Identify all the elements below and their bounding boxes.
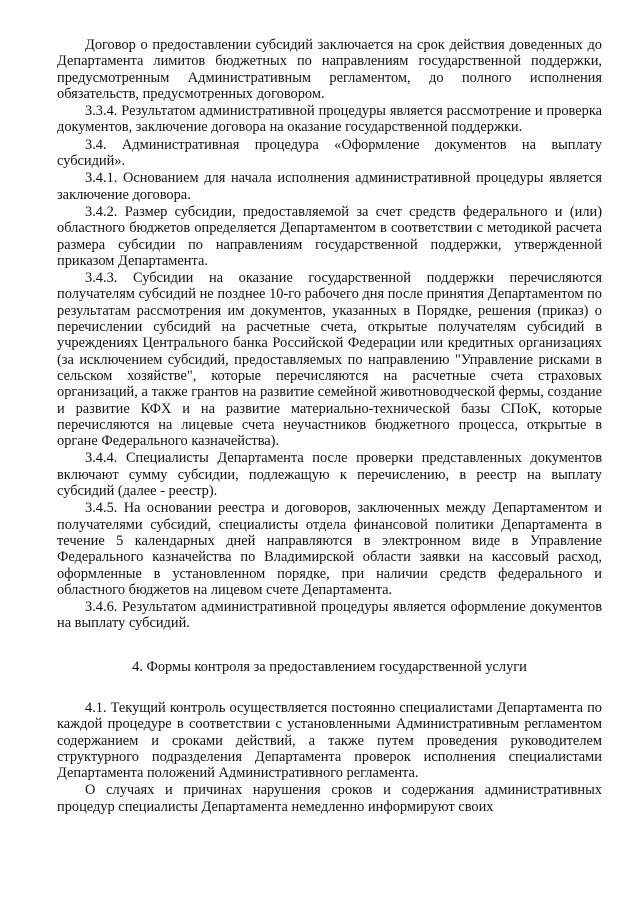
paragraph-3-4: 3.4. Административная процедура «Оформление документов на выплату субсидий». [57,136,602,170]
paragraph-3-4-5: 3.4.5. На основании реестра и договоров, заключенных между Департаментом и получателями субсидий, специалисты отдела финансовой политики Департамента в течение 5 календарных дней направляются в электронном виде в Управление Федерального казначейства по Владимирской области заявки на кассовый расход, оформленные в установленном порядке, при наличии средств федерального и областного бюджетов на лицевом счете Департамента. [57,500,602,598]
paragraph-3-4-6: 3.4.6. Результатом административной процедуры является оформление документов на выплату субсидий. [57,599,602,632]
paragraph-3-3-4: 3.3.4. Результатом административной процедуры является рассмотрение и проверка документов, заключение договора на оказание государственной поддержки. [57,103,602,136]
paragraph-3-4-1: 3.4.1. Основанием для начала исполнения административной процедуры является заключение договора. [57,170,602,203]
section-heading: 4. Формы контроля за предоставлением государственной услуги [132,658,527,675]
paragraph-3-4-4: 3.4.4. Специалисты Департамента после проверки представленных документов включают сумму субсидии, подлежащую к перечислению, в реестр на выплату субсидий (далее - реестр). [57,450,602,500]
paragraph-3-4-2: 3.4.2. Размер субсидии, предоставляемой за счет средств федерального и (или) областного бюджетов определяется Департаментом в соответствии с методикой расчета размера субсидии по направлениям государственной поддержки, утвержденной приказом Департамента. [57,203,602,269]
paragraph-3-4-3: 3.4.3. Субсидии на оказание государственной поддержки перечисляются получателям субсидий не позднее 10-го рабочего дня после принятия Департаментом по результатам рассмотрения им документов, указанных в Порядке, решения (приказ) о перечислении субсидий на расчетные счета, открытые получателям субсидий в учреждениях Центрального банка Российской Федерации или кредитных организациях (за исключением субсидий, предоставляемых по направлению "Управление рисками в сельском хозяйстве", которые перечисляются на расчетные счета страховых организаций, а также грантов на развитие семейной животноводческой фермы, создание и развитие КФХ и на развитие материально-технической базы СПоК, которые перечисляются на лицевые счета неучастников бюджетного процесса, открытые в органе Федерального казначейства). [57,270,602,450]
paragraph-4-1: 4.1. Текущий контроль осуществляется постоянно специалистами Департамента по каждой процедуре в соответствии с установленными Административным регламентом содержанием и сроками действий, а также путем проведения руководителем структурного подразделения Департамента проверок исполнения специалистами Департамента положений Административного регламента. [57,699,602,782]
paragraph-violations: О случаях и причинах нарушения сроков и содержания административных процедур специалисты Департамента немедленно информируют своих [57,782,602,815]
paragraph-contract-term: Договор о предоставлении субсидий заключается на срок действия доведенных до Департамента лимитов бюджетных по направлениям государственной поддержки, предусмотренным Административным регламентом, до полного исполнения обязательств, предусмотренных договором. [57,37,602,102]
